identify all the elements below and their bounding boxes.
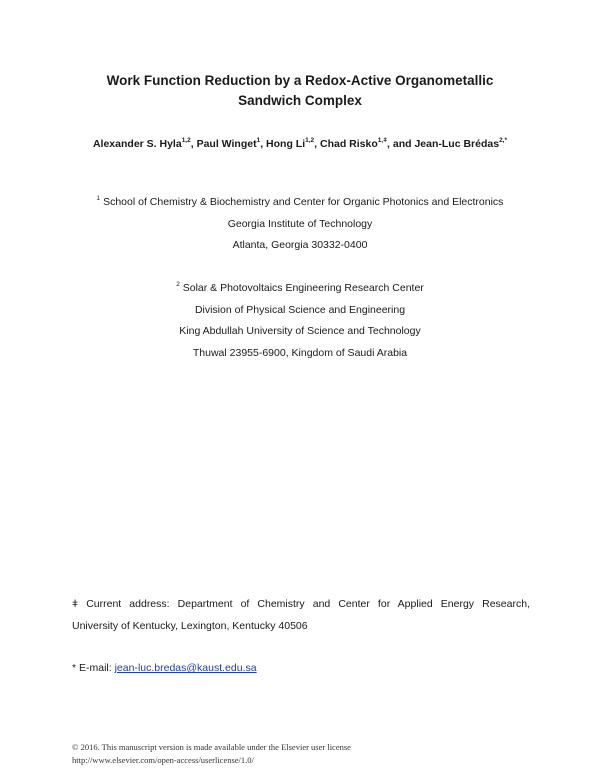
author-separator: , xyxy=(260,138,267,150)
title-line-1: Work Function Reduction by a Redox-Active Organometallic xyxy=(106,73,494,88)
affiliation-2 xyxy=(0,278,600,364)
affiliation-1 xyxy=(0,192,600,257)
author-list xyxy=(0,137,600,151)
author-affiliation-marker: 1,ǂ xyxy=(377,137,388,144)
affiliation-text: Solar & Photovoltaics Engineering Research Center xyxy=(182,282,424,294)
affiliation-2-line: Thuwal 23955-6900, Kingdom of Saudi Arabia xyxy=(192,346,408,359)
current-address-line-1: ǂ Current address: Department of Chemistry and Center for Applied Energy Research, xyxy=(72,598,530,610)
author-separator: , and xyxy=(387,138,415,150)
affiliation-text: School of Chemistry & Biochemistry and Center for Organic Photonics and Electronics xyxy=(103,196,504,208)
affiliation-marker: 1 xyxy=(96,195,101,202)
email-note xyxy=(72,658,530,680)
affiliation-1-line: Atlanta, Georgia 30332-0400 xyxy=(232,239,368,251)
license-url: http://www.elsevier.com/open-access/userlicense/1.0/ xyxy=(72,754,254,765)
email-label: * E-mail: xyxy=(72,662,115,674)
author-name: Alexander S. Hyla xyxy=(92,138,182,150)
author-name: Hong Li xyxy=(266,138,306,150)
affiliation-marker: 2 xyxy=(176,281,180,288)
license-line-1: © 2016. This manuscript version is made available under the Elsevier user license xyxy=(72,742,351,752)
author-name: Chad Risko xyxy=(320,138,378,150)
email-link[interactable]: jean-luc.bredas@kaust.edu.sa xyxy=(114,662,257,674)
affiliation-1-line: Georgia Institute of Technology xyxy=(227,217,373,230)
author-affiliation-marker: 1,2 xyxy=(181,137,191,144)
current-address-line-2: University of Kentucky, Lexington, Kentucky 40506 xyxy=(72,619,308,632)
paper-title xyxy=(0,71,600,111)
author-separator: , xyxy=(190,138,197,150)
author-name: Jean-Luc Brédas xyxy=(414,138,500,150)
current-address-note xyxy=(72,594,530,637)
author-separator: , xyxy=(314,138,321,150)
affiliation-2-line: King Abdullah University of Science and Technology xyxy=(179,325,421,337)
author-affiliation-marker: 2,* xyxy=(499,137,508,144)
author-affiliation-marker: 1,2 xyxy=(305,137,315,144)
title-line-2: Sandwich Complex xyxy=(238,93,362,108)
affiliation-2-line: Division of Physical Science and Engineering xyxy=(194,303,406,316)
author-name: Paul Winget xyxy=(196,138,257,150)
license-footer xyxy=(72,741,351,766)
affiliation-2-line xyxy=(0,278,600,300)
author-affiliation-marker: 1 xyxy=(256,137,261,144)
affiliation-1-line xyxy=(0,192,600,214)
